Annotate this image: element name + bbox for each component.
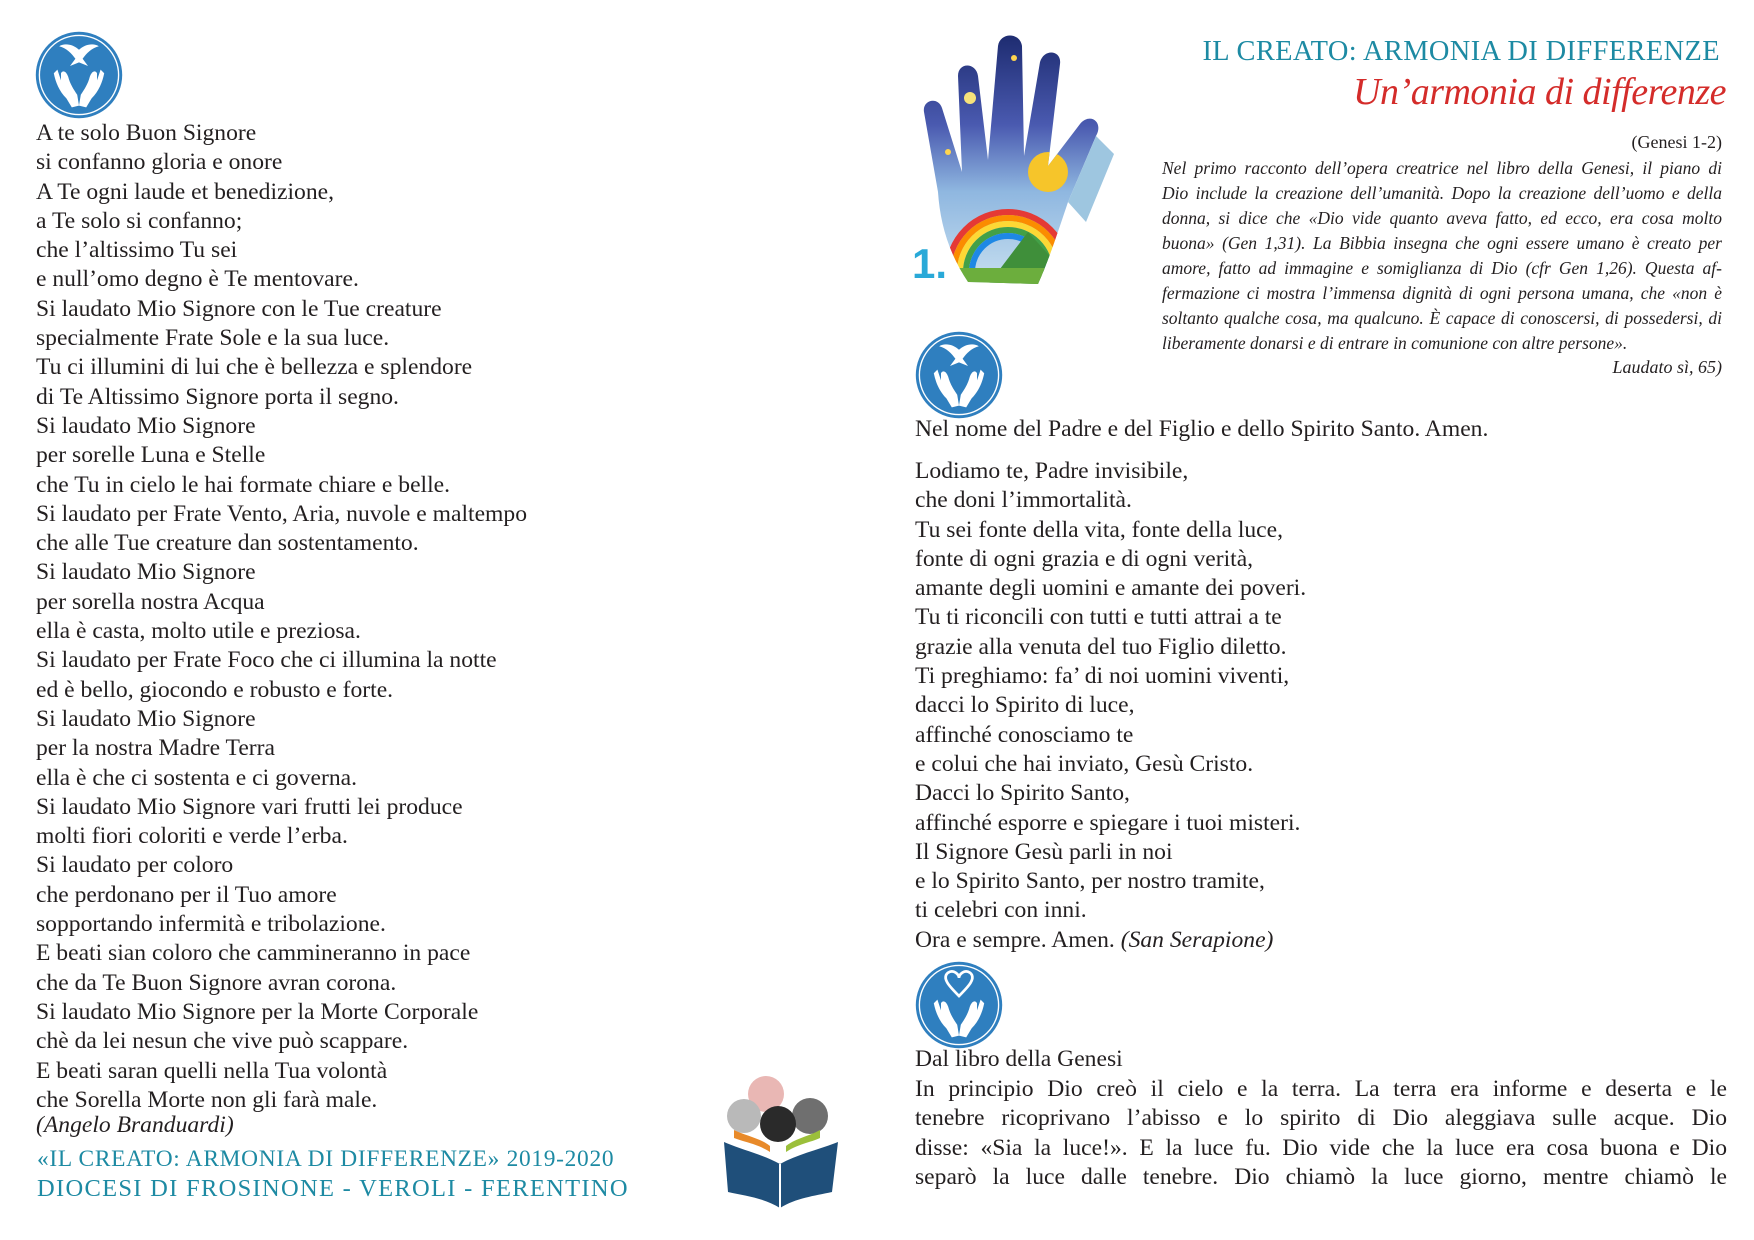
- intro-line: liberamente donarsi e di entrare in comunione con altre persone».: [1162, 333, 1628, 353]
- prayer-line: Tu sei fonte della vita, fonte della luce,: [915, 516, 1284, 543]
- prayer-line: che doni l’immortalità.: [915, 487, 1132, 514]
- prayer-line: e colui che hai inviato, Gesù Cristo.: [915, 750, 1254, 777]
- prayer-line: grazie alla venuta del tuo Figlio diletto.: [915, 633, 1287, 660]
- prayer-line: Ti preghiamo: fa’ di noi uomini viventi,: [915, 663, 1290, 690]
- poem-line: che Tu in cielo le hai formate chiare e belle.: [36, 471, 451, 498]
- footer-diocese: DIOCESI DI FROSINONE - VEROLI - FERENTINO: [37, 1175, 629, 1202]
- rainbow-hand-icon: [918, 32, 1158, 298]
- poem-line: di Te Altissimo Signore porta il segno.: [36, 383, 399, 410]
- poem-line: per sorelle Luna e Stelle: [36, 442, 266, 469]
- intro-line: amore, fatto ad immagine e somiglianza di Dio (cfr Gen 1,26). Questa af-: [1162, 258, 1722, 278]
- prayer-line: affinché esporre e spiegare i tuoi misteri.: [915, 809, 1301, 836]
- intro-line: buona» (Gen 1,31). La Bibbia insegna che ogni essere umano è creato per: [1162, 233, 1722, 253]
- invocation: Nel nome del Padre e del Figlio e dello Spirito Santo. Amen.: [915, 416, 1489, 442]
- intro-line: donna, si dice che «Dio vide quanto aveva fatto, ed ecco, era cosa molto: [1162, 208, 1722, 228]
- reading-paragraph: [915, 1075, 1727, 1192]
- poem-line: per la nostra Madre Terra: [36, 735, 275, 762]
- intro-paragraph: [1162, 156, 1722, 356]
- prayer-line: ti celebri con inni.: [915, 897, 1087, 924]
- poem-line: che perdonano per il Tuo amore: [36, 881, 337, 908]
- poem-line: che l’altissimo Tu sei: [36, 237, 238, 264]
- section-title: IL CREATO: ARMONIA DI DIFFERENZE: [1202, 36, 1720, 67]
- poem-line: Si laudato Mio Signore con le Tue creature: [36, 295, 442, 322]
- hands-dove-icon: [34, 30, 124, 120]
- poem-line: e null’omo degno è Te mentovare.: [36, 266, 359, 293]
- reading-line: separò la luce dalle tenebre. Dio chiamò la luce giorno, mentre chiamò le: [915, 1163, 1727, 1190]
- poem-line: che Sorella Morte non gli farà male.: [36, 1086, 378, 1113]
- poem-line: Si laudato Mio Signore: [36, 412, 256, 439]
- prayer-line: affinché conosciamo te: [915, 721, 1134, 748]
- poem-line: Si laudato Mio Signore per la Morte Corporale: [36, 998, 479, 1025]
- diocese-book-logo: [720, 1072, 842, 1210]
- section-subtitle: Un’armonia di differenze: [1353, 71, 1726, 113]
- poem: [36, 119, 676, 1115]
- intro-line: fermazione ci mostra l’immensa dignità di ogni persona umana, che «non è: [1162, 283, 1722, 303]
- section-number: 1.: [912, 240, 948, 287]
- poem-line: che alle Tue creature dan sostentamento.: [36, 530, 419, 557]
- intro-line: Nel primo racconto dell’opera creatrice nel libro della Genesi, il piano di: [1162, 158, 1722, 178]
- poem-line: si confanno gloria e onore: [36, 149, 283, 176]
- prayer-closing-line: [915, 926, 1306, 955]
- poem-line: Si laudato Mio Signore: [36, 559, 256, 586]
- poem-line: ella è che ci sostenta e ci governa.: [36, 764, 357, 791]
- poem-line: che da Te Buon Signore avran corona.: [36, 969, 397, 996]
- reading-line: disse: «Sia la luce!». E la luce fu. Dio vide che la luce era cosa buona e Dio: [915, 1134, 1727, 1161]
- poem-line: E beati sian coloro che cammineranno in pace: [36, 940, 471, 967]
- poem-line: sopportando infermità e tribolazione.: [36, 911, 386, 938]
- hands-heart-icon: [914, 960, 1004, 1050]
- prayer-line: Il Signore Gesù parli in noi: [915, 838, 1173, 865]
- prayer-author: (San Serapione): [1120, 926, 1274, 953]
- poem-line: Si laudato per Frate Vento, Aria, nuvole e maltempo: [36, 500, 527, 527]
- prayer-line: Tu ti riconcili con tutti e tutti attrai a te: [915, 604, 1282, 631]
- prayer-closing-text: Ora e sempre. Amen.: [915, 926, 1121, 953]
- prayer-line: Dacci lo Spirito Santo,: [915, 780, 1130, 807]
- intro-line: soltanto qualche cosa, ma qualcuno. È capace di conoscersi, di possedersi, di: [1162, 308, 1722, 328]
- poem-line: Si laudato per coloro: [36, 852, 234, 879]
- reading-line: tenebre ricoprivano l’abisso e lo spirito di Dio aleggiava sulle acque. Dio: [915, 1105, 1727, 1132]
- prayer-line: dacci lo Spirito di luce,: [915, 692, 1135, 719]
- prayer-line: fonte di ogni grazia e di ogni verità,: [915, 545, 1254, 572]
- poem-line: molti fiori coloriti e verde l’erba.: [36, 823, 348, 850]
- footer-program-title: «IL CREATO: ARMONIA DI DIFFERENZE» 2019-2020: [37, 1146, 615, 1172]
- prayer-line: e lo Spirito Santo, per nostro tramite,: [915, 868, 1265, 895]
- prayer: [915, 457, 1306, 955]
- bible-reference: (Genesi 1-2): [1631, 132, 1722, 152]
- intro-reference: Laudato sì, 65): [1612, 357, 1722, 377]
- poem-line: A te solo Buon Signore: [36, 120, 257, 146]
- intro-line: Dio include la creazione dell’umanità. Dopo la creazione dell’uomo e della: [1162, 183, 1722, 203]
- poem-line: ed è bello, giocondo e robusto e forte.: [36, 676, 394, 703]
- poem-line: ella è casta, molto utile e preziosa.: [36, 618, 361, 645]
- poem-line: chè da lei nesun che vive può scappare.: [36, 1028, 409, 1055]
- poem-line: Si laudato Mio Signore: [36, 705, 256, 732]
- prayer-line: Lodiamo te, Padre invisibile,: [915, 458, 1189, 484]
- prayer-line: amante degli uomini e amante dei poveri.: [915, 575, 1307, 602]
- poem-line: E beati saran quelli nella Tua volontà: [36, 1057, 388, 1084]
- poem-line: Tu ci illumini di lui che è bellezza e splendore: [36, 354, 473, 381]
- reading-line: In principio Dio creò il cielo e la terra. La terra era informe e deserta e le: [915, 1076, 1727, 1102]
- poem-line: per sorella nostra Acqua: [36, 588, 265, 615]
- hands-dove-icon: [914, 330, 1004, 420]
- reading-title: Dal libro della Genesi: [915, 1046, 1123, 1072]
- poem-author: (Angelo Branduardi): [36, 1112, 234, 1138]
- poem-line: Si laudato Mio Signore vari frutti lei produce: [36, 793, 463, 820]
- poem-line: Si laudato per Frate Foco che ci illumina la notte: [36, 647, 497, 674]
- poem-line: specialmente Frate Sole e la sua luce.: [36, 325, 390, 352]
- poem-line: a Te solo si confanno;: [36, 207, 243, 234]
- poem-line: A Te ogni laude et benedizione,: [36, 178, 334, 205]
